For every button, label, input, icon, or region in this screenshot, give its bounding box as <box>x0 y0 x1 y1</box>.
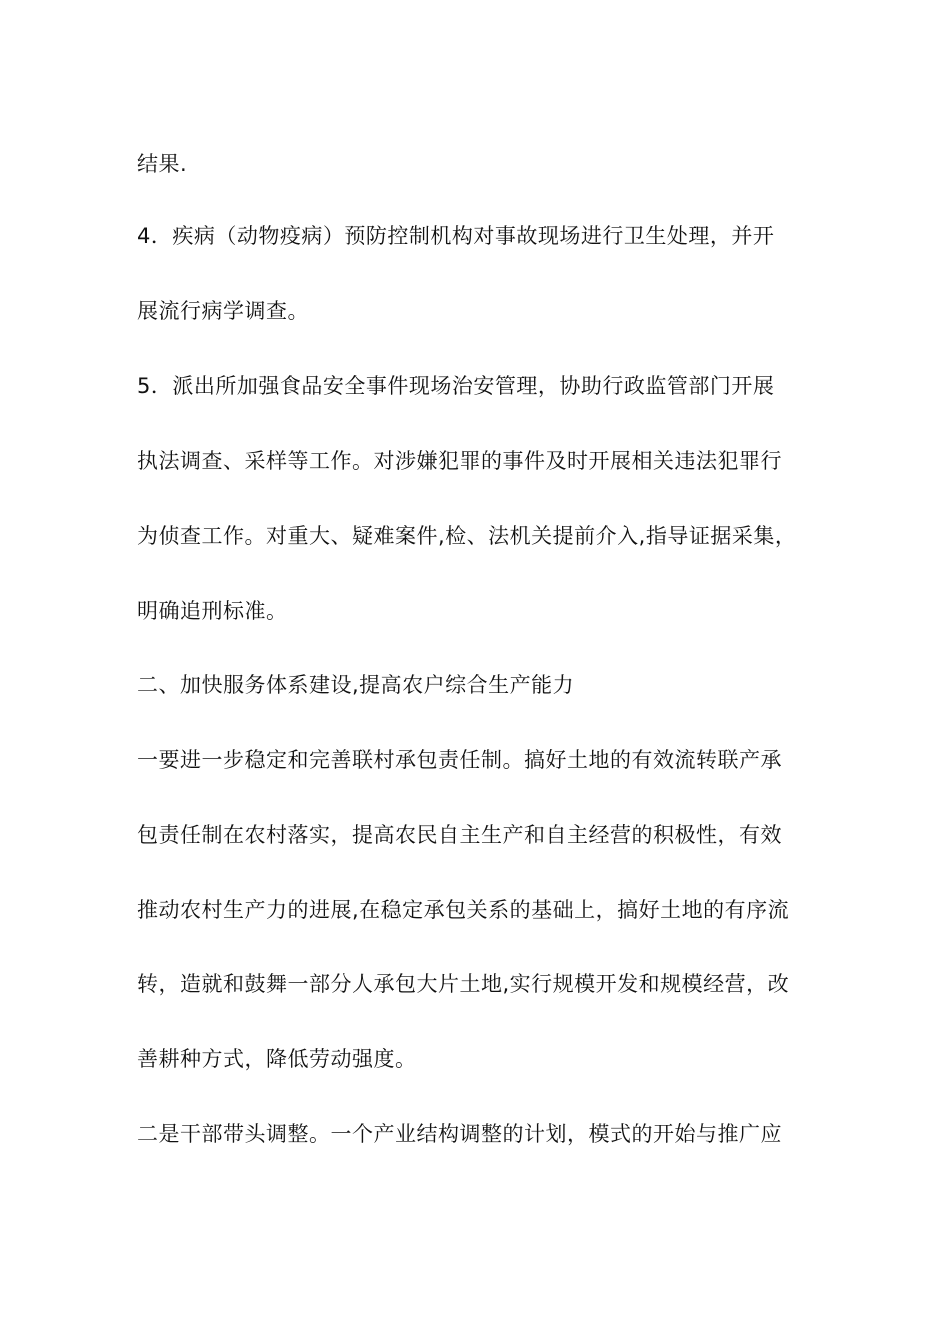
text-line-9: 一要进一步稳定和完善联村承包责任制。搞好土地的有效流转联产承 <box>137 748 782 772</box>
text-line-11: 推动农村生产力的进展,在稳定承包关系的基础上，搞好土地的有序流 <box>137 898 790 922</box>
text-line-14: 二是干部带头调整。一个产业结构调整的计划，模式的开始与推广应 <box>137 1122 782 1146</box>
text-line-3: 展流行病学调查。 <box>137 299 309 323</box>
section-heading: 二、加快服务体系建设,提高农户综合生产能力 <box>137 673 575 697</box>
text-line-10: 包责任制在农村落实，提高农民自主生产和自主经营的积极性，有效 <box>137 823 782 847</box>
text-line-2: 4．疾病（动物疫病）预防控制机构对事故现场进行卫生处理，并开 <box>137 224 775 248</box>
text-line-12: 转，造就和鼓舞一部分人承包大片土地,实行规模开发和规模经营，改 <box>137 972 790 996</box>
text-line-7: 明确追刑标准。 <box>137 599 288 623</box>
text-line-5: 执法调查、采样等工作。对涉嫌犯罪的事件及时开展相关违法犯罪行 <box>137 449 782 473</box>
text-line-4: 5．派出所加强食品安全事件现场治安管理，协助行政监管部门开展 <box>137 374 775 398</box>
text-line-6: 为侦查工作。对重大、疑难案件,检、法机关提前介入,指导证据采集， <box>137 524 797 548</box>
text-line-13: 善耕种方式，降低劳动强度。 <box>137 1047 417 1071</box>
text-line-1: 结果. <box>137 152 188 176</box>
